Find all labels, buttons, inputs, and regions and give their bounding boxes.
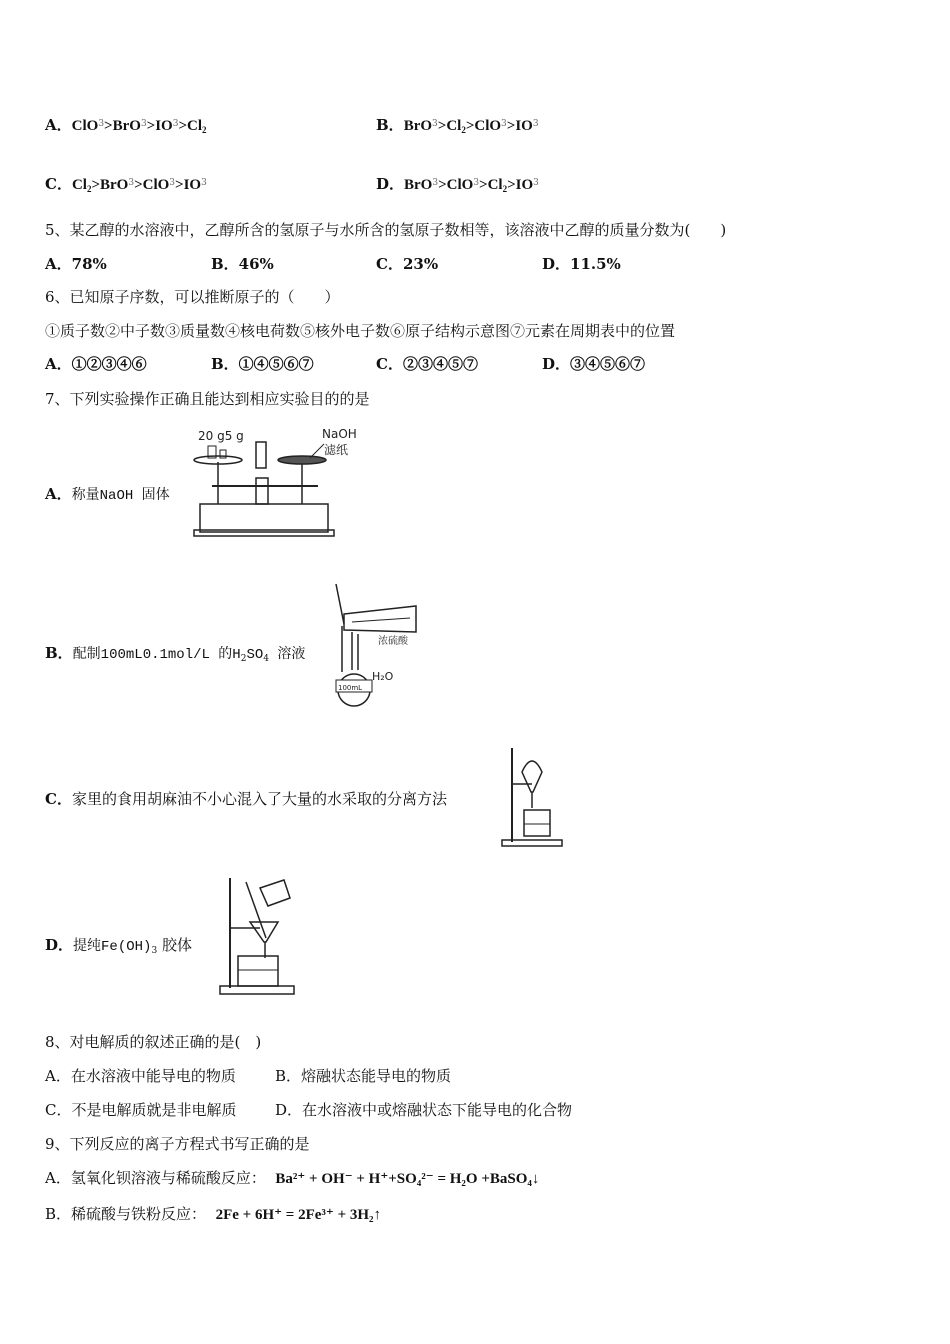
q5-option-a: A．78% [45,255,107,273]
q4-option-b: B．$BrO^3>Cl_2>ClO^3>IO^3$ [376,116,539,135]
q7-option-a: A．称量NaOH 固体 [45,485,170,504]
naoh-label: NaOH [322,427,357,441]
q6-items: ①质子数②中子数③质量数④核电荷数⑤核外电子数⑥原子结构示意图⑦元素在周期表中的位置 [45,322,676,340]
q8-option-d: D．在水溶液中或熔融状态下能导电的化合物 [275,1101,573,1119]
filtration-figure [218,872,302,1002]
q6-stem: 6、已知原子序数，可以推断原子的（ ） [45,288,340,306]
volumetric-flask-figure [322,584,422,714]
balance-figure [190,424,357,544]
q7-option-c: C．家里的食用胡麻油不小心混入了大量的水采取的分离方法 [45,790,447,808]
q5-option-b: B．46% [211,255,274,273]
q6-option-d: D．③④⑤⑥⑦ [542,355,646,373]
q5-stem: 5、某乙醇的水溶液中，乙醇所含的氢原子与水所含的氢原子数相等，该溶液中乙醇的质量分数为( ) [45,221,727,239]
q6-option-b: B．①④⑤⑥⑦ [211,355,314,373]
q4-option-d: D．$BrO^3>ClO^3>Cl_2>IO^3$ [376,175,539,194]
separatory-funnel-figure [500,744,568,854]
weights-label: 20 g5 g [198,429,244,443]
q6-option-c: C．②③④⑤⑦ [376,355,478,373]
q8-option-b: B．熔融状态能导电的物质 [275,1067,452,1085]
q7-stem: 7、下列实验操作正确且能达到相应实验目的的是 [45,390,370,408]
q8-stem: 8、对电解质的叙述正确的是( ) [45,1033,262,1051]
q4-option-c: C．$Cl_2>BrO^3>ClO^3>IO^3$ [45,175,207,194]
water-label: H₂O [372,670,394,683]
filter-paper-label: 滤纸 [324,443,349,457]
q8-option-c: C．不是电解质就是非电解质 [45,1101,237,1119]
q5-option-c: C．23% [376,255,439,273]
q6-option-a: A．①②③④⑥ [45,355,147,373]
q7-option-d: D．提纯$Fe(OH)_3$ 胶体 [45,936,192,956]
q7-option-b: B．配制100mL0.1mol/L 的$H_2SO_4$ 溶液 [45,644,306,664]
q9-option-a: A．氢氧化钡溶液与稀硫酸反应： Ba²⁺ + OH⁻ + H⁺+SO₄²⁻ = H₂O +BaSO₄↓ [45,1169,540,1187]
q9-stem: 9、下列反应的离子方程式书写正确的是 [45,1135,310,1153]
q4-option-a: A．$ClO^3>BrO^3>IO^3>Cl_2$ [45,116,207,135]
conc-acid-label: 浓硫酸 [378,636,408,647]
q9-option-b: B．稀硫酸与铁粉反应： 2Fe + 6H⁺ = 2Fe³⁺ + 3H₂↑ [45,1205,382,1223]
flask-label: 100mL [338,684,363,692]
q5-option-d: D．11.5% [542,255,621,273]
q8-option-a: A．在水溶液中能导电的物质 [45,1067,236,1085]
